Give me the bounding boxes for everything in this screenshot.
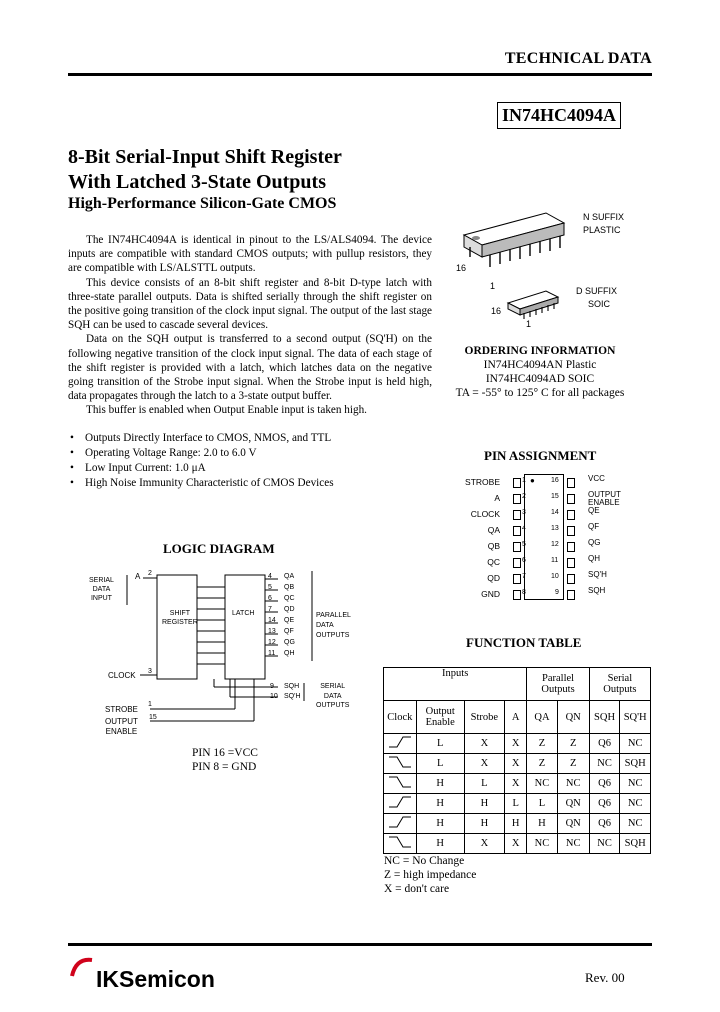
- table-cell: X: [505, 774, 527, 794]
- pin-left-stub: [513, 526, 521, 536]
- table-cell: L: [464, 774, 504, 794]
- table-row: [384, 794, 651, 814]
- note-nc: NC = No Change: [384, 855, 465, 867]
- input-a-label: A: [135, 572, 141, 581]
- table-cell: X: [464, 754, 504, 774]
- pin-right-name: QH: [588, 554, 600, 563]
- pin-strobe-num: 1: [148, 701, 152, 708]
- pin-left-stub: [513, 590, 521, 600]
- pin-left-stub: [513, 574, 521, 584]
- ld-output-name: QE: [284, 617, 295, 624]
- pin-right-stub: [567, 542, 575, 552]
- pin-right-stub: [567, 590, 575, 600]
- feature-list: [68, 431, 432, 491]
- table-row: [384, 754, 651, 774]
- ld-output-pin: 5: [268, 584, 272, 591]
- pin-right-stub: [567, 558, 575, 568]
- ld-output-pin: 7: [268, 606, 272, 613]
- pin-right-num: 9: [555, 589, 559, 596]
- pin-right-name: SQH: [588, 586, 606, 595]
- ld-output-name: QC: [284, 595, 295, 602]
- table-cell: X: [464, 734, 504, 754]
- pin-right-stub: [567, 526, 575, 536]
- falling-edge-icon: [387, 755, 413, 769]
- pin-right-name: QF: [588, 522, 600, 531]
- soic-pin1-label: 1: [526, 319, 532, 329]
- pin16-note: PIN 16 =VCC: [192, 747, 258, 759]
- ld-serial-name: SQH: [284, 683, 300, 690]
- pin-right-num: 15: [551, 493, 559, 500]
- ld-serial-pin: 9: [270, 683, 274, 690]
- pin-right-stub: [567, 478, 575, 488]
- logo-swoosh-icon: [68, 956, 94, 982]
- table-cell: L: [505, 794, 527, 814]
- table-row: [384, 774, 651, 794]
- feature-item: • Operating Voltage Range: 2.0 to 6.0 V: [68, 446, 432, 461]
- ordering-information: [444, 344, 636, 400]
- pin-left-num: 5: [522, 541, 526, 548]
- serial-data-input-line: SERIAL: [89, 577, 114, 584]
- ld-output-pin: 12: [268, 639, 276, 646]
- ld-output-name: QF: [284, 628, 294, 635]
- pin-assignment-title: PIN ASSIGNMENT: [484, 448, 597, 463]
- pin-left-num: 4: [522, 525, 526, 532]
- table-cell: NC: [589, 834, 620, 854]
- logic-diagram-title: LOGIC DIAGRAM: [163, 541, 275, 556]
- description-p3: Data on the SQH output is transferred to a second output (SQ'H) on the following negative transition of the clock input signal. The data of each stage of the shift register is provided with a latch, which latches data on the negative going transition of the Strobe input signal. When the Strobe input is held high, data propagates through the latch to a 3-state output buffer.: [68, 333, 432, 403]
- clock-edge-cell: [384, 834, 417, 854]
- rising-edge-icon: [387, 795, 413, 809]
- rising-edge-icon: [387, 735, 413, 749]
- table-cell: Q6: [589, 794, 620, 814]
- n-suffix-label: N SUFFIX: [583, 212, 625, 222]
- pin-clock-num: 3: [148, 668, 152, 675]
- latch-block: [225, 575, 265, 679]
- pin-a-num: 2: [148, 570, 152, 577]
- table-cell: NC: [557, 774, 589, 794]
- pin-left-num: 8: [522, 589, 526, 596]
- col-qa: QA: [527, 701, 557, 734]
- pin-right-name: SQ'H: [588, 570, 607, 579]
- output-enable-line: ENABLE: [105, 727, 138, 736]
- top-rule: [68, 73, 652, 76]
- clock-edge-cell: [384, 754, 417, 774]
- iksemicon-logo: [72, 966, 215, 993]
- ld-output-name: QG: [284, 639, 295, 646]
- soic-package-drawing: [508, 291, 558, 319]
- pin-left-num: 3: [522, 509, 526, 516]
- rising-edge-icon: [387, 815, 413, 829]
- table-cell: Z: [527, 734, 557, 754]
- strobe-label: STROBE: [105, 705, 138, 714]
- pin-left-stub: [513, 478, 521, 488]
- pin-left-name: QC: [487, 557, 500, 567]
- description-p2: This device consists of an 8-bit shift register and 8-bit D-type latch with three-state parallel outputs. Data is shifted serially through the shift register on the positive going transition of the clock input signal. The output of the last stage SQH can be used to cascade several devices.: [68, 276, 432, 332]
- pin-left-num: 1: [522, 477, 526, 484]
- table-cell: NC: [620, 774, 651, 794]
- serial-data-input-line: DATA: [92, 586, 111, 593]
- note-z: Z = high impedance: [384, 869, 477, 881]
- table-cell: Z: [557, 734, 589, 754]
- table-cell: H: [416, 834, 464, 854]
- col-output-enable: Output Enable: [416, 701, 464, 734]
- serial-data-input-line: INPUT: [90, 595, 112, 602]
- shift-register-line: SHIFT: [169, 610, 191, 617]
- pin-right-name: QG: [588, 538, 601, 547]
- table-cell: SQH: [620, 754, 651, 774]
- description-p4: This buffer is enabled when Output Enable input is taken high.: [86, 404, 367, 417]
- function-table-title: FUNCTION TABLE: [466, 635, 582, 650]
- table-cell: SQH: [620, 834, 651, 854]
- pin-right-name: QE: [588, 506, 600, 515]
- revision: Rev. 00: [585, 970, 625, 985]
- col-a: A: [505, 701, 527, 734]
- table-cell: H: [416, 814, 464, 834]
- col-sqh-prime: SQ'H: [620, 701, 651, 734]
- pin-left-num: 7: [522, 573, 526, 580]
- bottom-rule: [68, 943, 652, 946]
- parallel-outputs-line: PARALLEL: [316, 612, 351, 619]
- ld-output-pin: 6: [268, 595, 272, 602]
- pin-left-name: QD: [487, 573, 500, 583]
- shift-register-line: REGISTER: [162, 619, 198, 626]
- pin-right-num: 10: [551, 573, 559, 580]
- dip-package-drawing: [464, 213, 564, 267]
- pin-right-num: 13: [551, 525, 559, 532]
- output-enable-line: OUTPUT: [105, 717, 138, 726]
- latch-label: LATCH: [232, 610, 255, 617]
- pin-right-stub: [567, 574, 575, 584]
- shift-register-label: [162, 609, 198, 627]
- col-qn: QN: [557, 701, 589, 734]
- table-cell: H: [464, 794, 504, 814]
- table-cell: L: [527, 794, 557, 814]
- title-line-1: 8-Bit Serial-Input Shift Register: [68, 146, 342, 168]
- dip-pin16-label: 16: [456, 263, 467, 273]
- table-cell: NC: [557, 834, 589, 854]
- clock-edge-cell: [384, 794, 417, 814]
- pin-left-name: STROBE: [465, 477, 500, 487]
- pin-left-num: 2: [522, 493, 526, 500]
- serial-outputs-line: SERIAL: [320, 683, 346, 690]
- col-clock: Clock: [384, 701, 417, 734]
- note-x: X = don't care: [384, 883, 450, 895]
- subtitle: High-Performance Silicon-Gate CMOS: [68, 195, 337, 212]
- ld-output-name: QH: [284, 650, 295, 657]
- table-cell: X: [505, 834, 527, 854]
- parallel-outputs-line: DATA: [316, 622, 334, 629]
- table-cell: H: [416, 794, 464, 814]
- pin-left-stub: [513, 542, 521, 552]
- ld-output-name: QA: [284, 573, 295, 580]
- table-cell: Z: [557, 754, 589, 774]
- table-cell: NC: [620, 734, 651, 754]
- function-table: [383, 667, 651, 854]
- function-table-notes: [384, 854, 476, 896]
- ld-output-pin: 11: [268, 650, 276, 657]
- feature-item: • Outputs Directly Interface to CMOS, NMOS, and TTL: [68, 431, 432, 446]
- falling-edge-icon: [387, 775, 413, 789]
- feature-item: • High Noise Immunity Characteristic of CMOS Devices: [68, 476, 432, 491]
- pin-right-name: VCC: [588, 474, 605, 483]
- pin-left-name: A: [494, 493, 500, 503]
- ld-serial-name: SQ'H: [284, 693, 301, 700]
- ld-output-pin: 13: [268, 628, 276, 635]
- pin1-dot: ●: [530, 476, 535, 485]
- table-cell: X: [464, 834, 504, 854]
- pin-left-num: 6: [522, 557, 526, 564]
- table-cell: X: [505, 734, 527, 754]
- pin8-note: PIN 8 = GND: [192, 761, 257, 773]
- clock-edge-cell: [384, 814, 417, 834]
- pin-right-stub: [567, 510, 575, 520]
- pin-right-num: 11: [551, 557, 559, 564]
- soic-pin16-label: 16: [491, 306, 502, 316]
- table-cell: Q6: [589, 734, 620, 754]
- clock-label: CLOCK: [108, 671, 136, 680]
- parallel-outputs-line: OUTPUTS: [316, 632, 350, 639]
- pin-left-name: CLOCK: [470, 509, 500, 519]
- serial-outputs-line: OUTPUTS: [316, 702, 350, 709]
- group-serial: Serial Outputs: [589, 668, 650, 701]
- ordering-line-3: TA = -55° to 125° C for all packages: [455, 387, 625, 399]
- part-number-box: IN74HC4094A: [497, 102, 621, 129]
- table-cell: NC: [527, 774, 557, 794]
- clock-edge-cell: [384, 774, 417, 794]
- shift-register-block: [157, 575, 197, 679]
- pin-left-name: QA: [487, 525, 500, 535]
- ld-output-name: QB: [284, 584, 295, 591]
- plastic-label: PLASTIC: [583, 225, 621, 235]
- falling-edge-icon: [387, 835, 413, 849]
- table-cell: Q6: [589, 774, 620, 794]
- serial-outputs-line: DATA: [323, 692, 342, 700]
- serial-outputs-label: [316, 682, 349, 711]
- table-cell: NC: [620, 794, 651, 814]
- technical-data-header: TECHNICAL DATA: [504, 50, 652, 67]
- pin-left-name: GND: [481, 589, 500, 599]
- table-cell: L: [416, 734, 464, 754]
- pin-left-name: QB: [487, 541, 500, 551]
- col-sqh: SQH: [589, 701, 620, 734]
- table-cell: L: [416, 754, 464, 774]
- pin-right-name: OUTPUT ENABLE: [588, 490, 621, 507]
- table-cell: H: [464, 814, 504, 834]
- table-cell: NC: [527, 834, 557, 854]
- feature-item: • Low Input Current: 1.0 μA: [68, 461, 432, 476]
- pin-oe-num: 15: [149, 714, 157, 721]
- description: [68, 233, 432, 418]
- clock-edge-cell: [384, 734, 417, 754]
- soic-label: SOIC: [588, 299, 611, 309]
- table-cell: Z: [527, 754, 557, 774]
- ordering-line-2: IN74HC4094AD SOIC: [485, 373, 595, 385]
- pin-left-stub: [513, 510, 521, 520]
- title-line-2: With Latched 3-State Outputs: [68, 171, 326, 193]
- table-cell: H: [505, 814, 527, 834]
- pin-right-num: 14: [551, 509, 559, 516]
- pin-left-stub: [513, 494, 521, 504]
- table-row: [384, 734, 651, 754]
- table-cell: QN: [557, 794, 589, 814]
- pin-right-num: 16: [551, 477, 559, 484]
- description-p1: The IN74HC4094A is identical in pinout to the LS/ALS4094. The device inputs are compatible with standard CMOS outputs; with pullup resistors, they are compatible with LS/ALSTTL outputs.: [68, 234, 432, 275]
- table-row: [384, 814, 651, 834]
- ld-output-pin: 4: [268, 573, 272, 580]
- ld-serial-pin: 10: [270, 693, 278, 700]
- pin-right-stub: [567, 494, 575, 504]
- ld-output-name: QD: [284, 606, 295, 613]
- table-cell: NC: [589, 754, 620, 774]
- table-cell: X: [505, 754, 527, 774]
- table-row: [384, 834, 651, 854]
- ordering-title: ORDERING INFORMATION: [464, 345, 616, 357]
- logo-text: IKSemicon: [96, 966, 215, 992]
- pin-right-num: 12: [551, 541, 559, 548]
- table-cell: NC: [620, 814, 651, 834]
- table-cell: Q6: [589, 814, 620, 834]
- table-cell: QN: [557, 814, 589, 834]
- group-inputs: Inputs: [384, 668, 527, 701]
- output-enable-label: [105, 717, 138, 737]
- group-parallel: Parallel Outputs: [527, 668, 589, 701]
- table-cell: H: [527, 814, 557, 834]
- d-suffix-label: D SUFFIX: [576, 286, 618, 296]
- ld-output-pin: 14: [268, 617, 276, 624]
- parallel-outputs-label: [316, 611, 351, 641]
- table-cell: H: [416, 774, 464, 794]
- ordering-line-1: IN74HC4094AN Plastic: [483, 359, 597, 371]
- dip-pin1-label: 1: [490, 281, 496, 291]
- col-strobe: Strobe: [464, 701, 504, 734]
- pin-left-stub: [513, 558, 521, 568]
- serial-data-input-label: [89, 576, 114, 603]
